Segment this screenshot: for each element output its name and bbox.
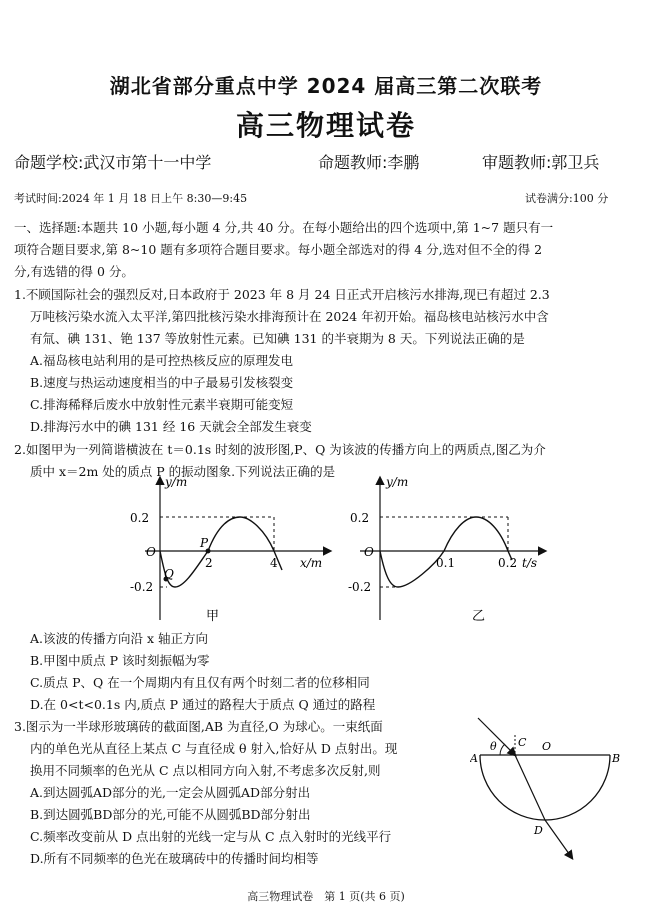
label-a: A <box>470 752 478 765</box>
q1-stem: 有氚、碘 131、铯 137 等放射性元素。已知碘 131 的半衰期为 8 天。下列说法正确的是 <box>30 331 525 346</box>
q1-stem: 万吨核污染水流入太平洋,第四批核污染水排海预计在 2024 年初开始。福岛核电站核污水中含 <box>30 309 549 324</box>
q2-option-b: B.甲图中质点 P 该时刻振幅为零 <box>30 653 210 668</box>
q3-option-d: D.所有不同频率的色光在玻璃砖中的传播时间均相等 <box>30 851 319 866</box>
q1-option-b: B.速度与热运动速度相当的中子最易引发核裂变 <box>30 375 294 390</box>
y-bottom-label: -0.2 <box>348 580 372 594</box>
label-theta: θ <box>490 740 497 753</box>
vibration-graph-yi <box>340 470 550 630</box>
exam-time: 考试时间:2024 年 1 月 18 日上午 8:30—9:45 <box>14 192 248 205</box>
exam-subtitle: 高三物理试卷 <box>235 109 416 142</box>
theta-arc <box>500 744 505 755</box>
q3-option-b: B.到达圆弧BD部分的光,可能不从圆弧BD部分射出 <box>30 807 311 822</box>
y-axis-label: y/m <box>165 475 188 489</box>
y-top-label: 0.2 <box>350 511 370 525</box>
figure-caption: 乙 <box>472 609 486 624</box>
exit-ray <box>545 820 572 858</box>
q1-stem: 1.不顾国际社会的强烈反对,日本政府于 2023 年 8 月 24 日正式开启核污水排海,现已有超过 2.3 <box>14 287 550 302</box>
wave-curve <box>160 517 282 587</box>
semicircle-arc <box>480 755 610 820</box>
q2-option-a: A.该波的传播方向沿 x 轴正方向 <box>30 631 208 646</box>
y-top-label: 0.2 <box>130 511 150 525</box>
label-q: Q <box>164 567 174 581</box>
vibration-curve <box>380 517 512 587</box>
q3-stem: 3.图示为一半球形玻璃砖的截面图,AB 为直径,O 为球心。一束纸面 <box>14 719 383 734</box>
label-d: D <box>534 824 543 837</box>
figure-caption: 甲 <box>206 609 220 624</box>
q1-option-a: A.福岛核电站利用的是可控热核反应的原理发电 <box>30 353 294 368</box>
x-axis-label: x/m <box>300 556 323 570</box>
proposing-teacher: 命题教师:李鹏 <box>318 153 420 172</box>
section-intro-line: 项符合题目要求,第 8~10 题有多项符合题目要求。每小题全部选对的得 4 分,选对但不全的得 2 <box>14 242 543 257</box>
q2-stem: 2.如图甲为一列简谐横波在 t＝0.1s 时刻的波形图,P、Q 为该波的传播方向上的两质点,图乙为介 <box>14 442 546 457</box>
q2-stem: 质中 x＝2m 处的质点 P 的振动图象.下列说法正确的是 <box>30 464 336 479</box>
full-score: 试卷满分:100 分 <box>525 192 609 205</box>
t-tick-label: 0.1 <box>436 556 456 570</box>
label-o: O <box>542 740 552 753</box>
t-axis-label: t/s <box>522 556 538 570</box>
q3-stem: 内的单色光从直径上某点 C 与直径成 θ 射入,恰好从 D 点射出。现 <box>30 741 398 756</box>
page-footer: 高三物理试卷 第 1 页(共 6 页) <box>247 890 405 903</box>
proposing-school: 命题学校:武汉市第十一中学 <box>14 153 212 172</box>
q2-option-d: D.在 0<t<0.1s 内,质点 P 通过的路程大于质点 Q 通过的路程 <box>30 697 376 712</box>
hemisphere-figure <box>470 710 630 870</box>
y-axis-label: y/m <box>386 475 409 489</box>
x-tick-label: 2 <box>205 556 213 570</box>
label-p: P <box>200 536 209 550</box>
q3-option-a: A.到达圆弧AD部分的光,一定会从圆弧AD部分射出 <box>30 785 311 800</box>
x-tick-label: 4 <box>270 556 278 570</box>
label-c: C <box>518 736 527 749</box>
t-tick-label: 0.2 <box>498 556 518 570</box>
origin-label: O <box>146 545 156 559</box>
q1-option-c: C.排海稀释后废水中放射性元素半衰期可能变短 <box>30 397 294 412</box>
q3-stem: 换用不同频率的色光从 C 点以相同方向入射,不考虑多次反射,则 <box>30 763 381 778</box>
q1-option-d: D.排海污水中的碘 131 经 16 天就会全部发生衰变 <box>30 419 312 434</box>
section-intro-line: 分,有选错的得 0 分。 <box>14 264 134 279</box>
reviewing-teacher: 审题教师:郭卫兵 <box>482 153 600 172</box>
y-bottom-label: -0.2 <box>130 580 154 594</box>
exam-title: 湖北省部分重点中学 2024 届高三第二次联考 <box>109 74 543 98</box>
q2-option-c: C.质点 P、Q 在一个周期内有且仅有两个时刻二者的位移相同 <box>30 675 370 690</box>
refracted-ray <box>515 755 545 820</box>
label-b: B <box>612 752 621 765</box>
wave-graph-jia <box>130 470 340 630</box>
origin-label: O <box>364 545 374 559</box>
q3-option-c: C.频率改变前从 D 点出射的光线一定与从 C 点入射时的光线平行 <box>30 829 392 844</box>
section-intro-line: 一、选择题:本题共 10 小题,每小题 4 分,共 40 分。在每小题给出的四个选项中,第 1~7 题只有一 <box>14 220 554 235</box>
